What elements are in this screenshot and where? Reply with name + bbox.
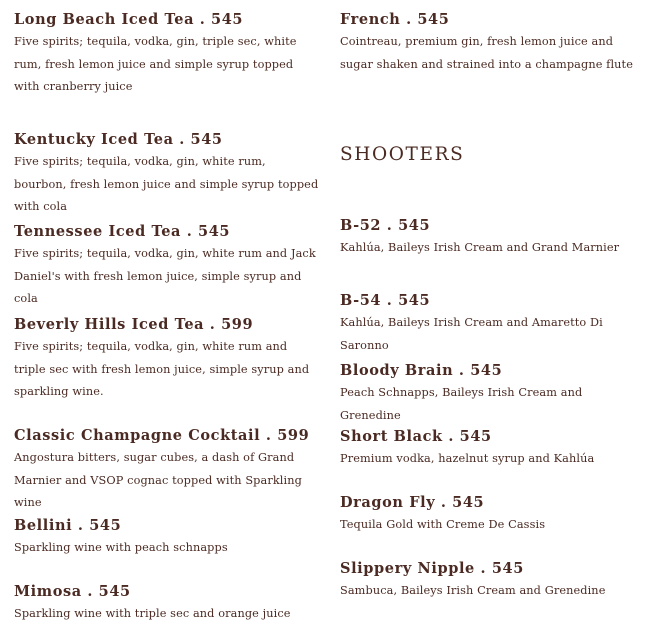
- menu-item-long-beach-iced-tea: [14, 10, 319, 99]
- menu-item-kentucky-iced-tea: [14, 130, 319, 219]
- menu-item-name: Tennessee Iced Tea . 545: [14, 223, 231, 240]
- menu-item-name: Classic Champagne Cocktail . 599: [14, 427, 310, 444]
- menu-item-name: B-52 . 545: [340, 217, 431, 234]
- menu-item-name: Bellini . 545: [14, 517, 122, 534]
- menu-item-description: Five spirits; tequila, vodka, gin, white rum and triple sec with fresh lemon juice, simple syrup and sparkling wine.: [14, 340, 310, 398]
- menu-item-description: Five spirits; tequila, vodka, gin, triple sec, white rum, fresh lemon juice and simple syrup topped with cranberry juice: [14, 35, 297, 93]
- menu-item-classic-champagne-cocktail: [14, 426, 319, 515]
- menu-item-name: Dragon Fly . 545: [340, 494, 485, 511]
- menu-item-french: [340, 10, 645, 76]
- menu-item-name: Short Black . 545: [340, 428, 492, 445]
- menu-item-bloody-brain: [340, 361, 645, 427]
- menu-item-b-52: [340, 216, 645, 260]
- menu-item-description: Premium vodka, hazelnut syrup and Kahlúa: [340, 452, 595, 465]
- menu-item-description: Angostura bitters, sugar cubes, a dash of Grand Marnier and VSOP cognac topped with Sparkling wine: [14, 451, 302, 509]
- section-title-shooters: SHOOTERS: [340, 144, 465, 165]
- menu-item-slippery-nipple: [340, 559, 645, 603]
- menu-item-description: Cointreau, premium gin, fresh lemon juice and sugar shaken and strained into a champagne flute: [340, 35, 633, 71]
- menu-item-name: Mimosa . 545: [14, 583, 131, 600]
- menu-item-description: Peach Schnapps, Baileys Irish Cream and Grenedine: [340, 386, 583, 422]
- menu-item-name: Slippery Nipple . 545: [340, 560, 524, 577]
- menu-item-description: Five spirits; tequila, vodka, gin, white rum and Jack Daniel's with fresh lemon juice, simple syrup and cola: [14, 247, 316, 305]
- menu-item-bellini: [14, 516, 319, 560]
- menu-item-description: Sparkling wine with triple sec and orange juice: [14, 607, 291, 620]
- menu-item-short-black: [340, 427, 645, 471]
- menu-item-name: B-54 . 545: [340, 292, 431, 309]
- menu-item-name: Long Beach Iced Tea . 545: [14, 11, 244, 28]
- menu-item-name: Beverly Hills Iced Tea . 599: [14, 316, 254, 333]
- menu-item-description: Kahlúa, Baileys Irish Cream and Amaretto Di Saronno: [340, 316, 603, 352]
- menu-item-b-54: [340, 291, 645, 357]
- menu-item-beverly-hills-iced-tea: [14, 315, 319, 404]
- menu-item-dragon-fly: [340, 493, 645, 537]
- menu-item-name: Bloody Brain . 545: [340, 362, 503, 379]
- menu-item-description: Sparkling wine with peach schnapps: [14, 541, 228, 554]
- menu-item-mimosa: [14, 582, 319, 626]
- menu-item-description: Sambuca, Baileys Irish Cream and Grenedine: [340, 584, 606, 597]
- menu-item-description: Kahlúa, Baileys Irish Cream and Grand Marnier: [340, 241, 620, 254]
- menu-item-tennessee-iced-tea: [14, 222, 319, 311]
- menu-item-description: Tequila Gold with Creme De Cassis: [340, 518, 546, 531]
- menu-item-name: French . 545: [340, 11, 450, 28]
- menu-item-name: Kentucky Iced Tea . 545: [14, 131, 223, 148]
- menu-item-description: Five spirits; tequila, vodka, gin, white rum, bourbon, fresh lemon juice and simple syrup topped with cola: [14, 155, 319, 213]
